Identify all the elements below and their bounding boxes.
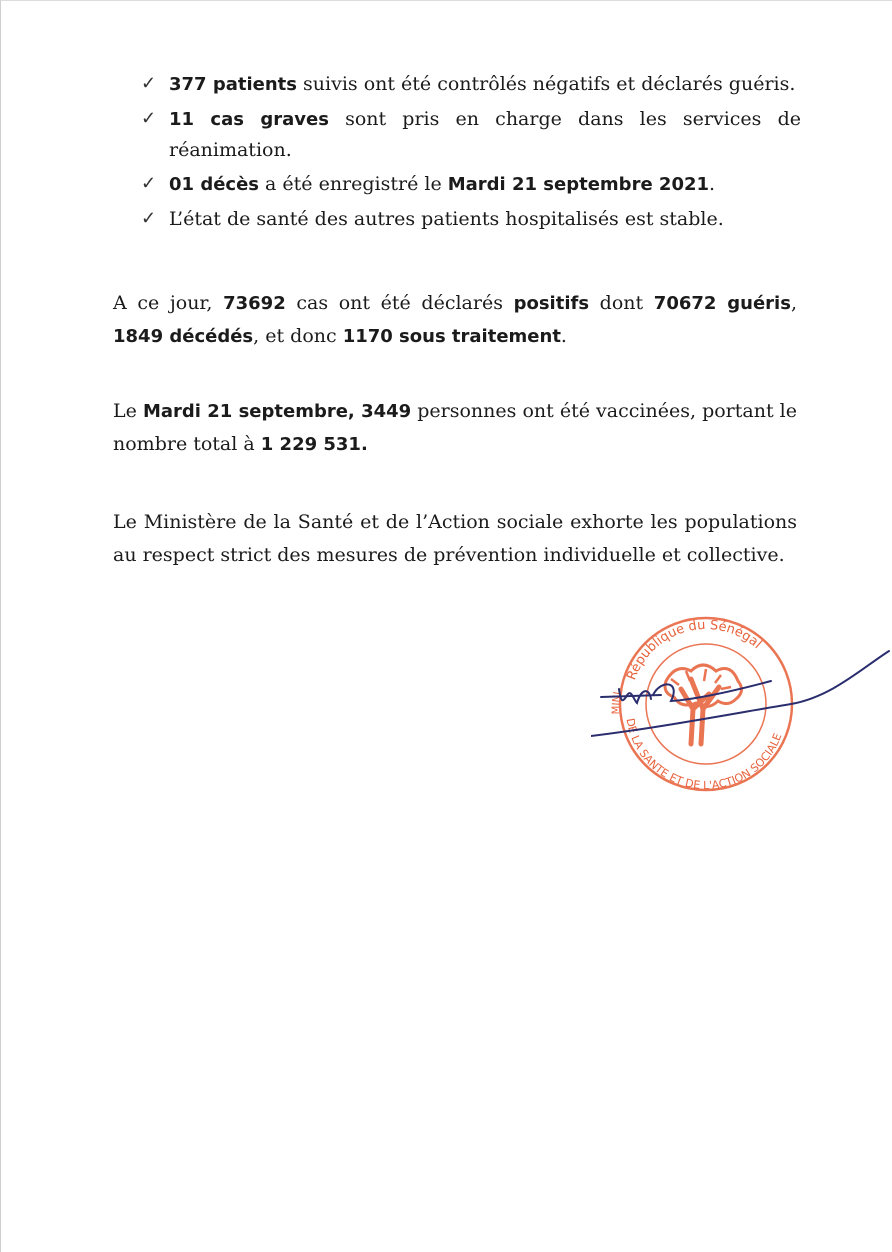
bullet-item-deaths: ✓ 01 décès a été enregistré le Mardi 21 septembre 2021. [139, 169, 801, 200]
checkmark-icon: ✓ [141, 173, 157, 194]
official-stamp-and-signature [591, 609, 891, 799]
paragraph-cumulative-cases: A ce jour, 73692 cas ont été déclarés positifs dont 70672 guéris, 1849 décédés, et donc 1170 sous traitement. [113, 292, 797, 347]
checkmark-icon: ✓ [141, 108, 157, 129]
bullet-item-recovered: ✓ 377 patients suivis ont été contrôlés négatifs et déclarés guéris. [139, 69, 801, 100]
bullet-item-stable: ✓ L’état de santé des autres patients hospitalisés est stable. [139, 204, 801, 234]
checkmark-icon: ✓ [141, 73, 157, 94]
checkmark-icon: ✓ [141, 208, 157, 229]
paragraph-exhortation: Le Ministère de la Santé et de l’Action sociale exhorte les populations au respect strict des mesures de prévention individuelle et collective. [113, 511, 797, 566]
stamp-text-bottom: DE LA SANTE ET DE L'ACTION SOCIALE [623, 717, 785, 793]
bullet-list [139, 69, 801, 238]
stamp-text-left: MINI [610, 690, 624, 715]
bullet-item-severe: ✓ 11 cas graves sont pris en charge dans les services de réanimation. [139, 104, 801, 165]
stamp-text-top: République du Sénégal [624, 617, 765, 683]
paragraph-vaccination: Le Mardi 21 septembre, 3449 personnes ont été vaccinées, portant le nombre total à 1 229 531. [113, 400, 797, 455]
